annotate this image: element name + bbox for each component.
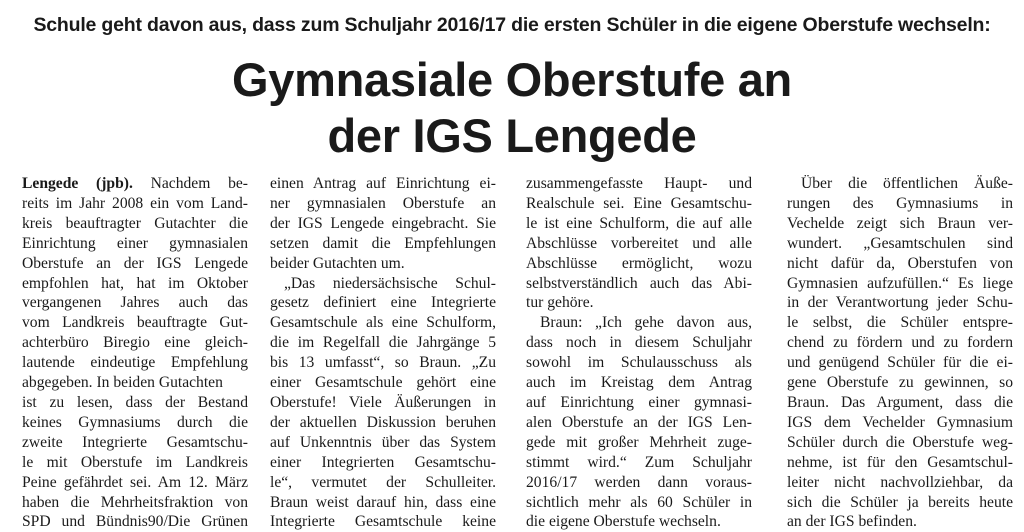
text-line: sowohl im Schulausschuss als xyxy=(526,354,752,372)
text-line: an der IGS befinden. xyxy=(787,513,917,531)
text-line: vom Landkreis beauftragte Gut- xyxy=(22,314,248,332)
text-line: auf Einrichtung einer gymnasi- xyxy=(526,393,752,411)
text-line: Schüler durch die Oberstufe weg- xyxy=(787,433,1013,451)
text-line: le ist eine Schulform, die auf alle xyxy=(526,214,752,232)
text-line: nehme, ist für den Gesamtschul- xyxy=(787,453,1013,471)
text-line: haben die Mehrheitsfraktion von xyxy=(22,493,248,511)
text-line: le“, vermutet der Schulleiter. xyxy=(270,473,496,491)
text-line: achterbüro Biregio eine gleich- xyxy=(22,334,248,352)
text-column-1 xyxy=(22,174,248,531)
text-line: setzen damit die Empfehlungen xyxy=(270,234,496,252)
text-line: die im Regelfall die Jahrgänge 5 xyxy=(270,334,496,352)
text-line: gede mit großer Mehrheit zuge- xyxy=(526,433,752,451)
text-line: der aktuellen Diskussion beruhen xyxy=(270,413,496,431)
article-headline xyxy=(0,52,1024,164)
text-line: Gesamtschule als eine Schulform, xyxy=(270,314,496,332)
headline-line-1: Gymnasiale Oberstufe an xyxy=(232,53,792,106)
text-line: selbstverständlich auch das Abi- xyxy=(526,274,752,292)
text-line: Braun weist darauf hin, dass eine xyxy=(270,493,496,511)
text-line: der IGS Lengede eingebracht. Sie xyxy=(270,214,496,232)
text-line: sich die Schüler ja bereits heute xyxy=(787,493,1013,511)
text-line: zusammengefasste Haupt- und xyxy=(526,175,752,192)
text-line: Einrichtung einer gymnasialen xyxy=(22,234,248,252)
text-line: vergangenen Jahres auch das xyxy=(22,294,248,312)
text-line: sichtlich mehr als 60 Schüler in xyxy=(526,493,752,511)
text-line: kreis beauftragter Gutachter die xyxy=(22,214,248,232)
text-line: Über die öffentlichen Äuße- xyxy=(801,175,1013,192)
text-line: Realschule sei. Eine Gesamtschu- xyxy=(526,194,752,212)
text-line: IGS dem Vechelder Gymnasium xyxy=(787,413,1013,431)
text-line: auch im Kreistag dem Antrag xyxy=(526,374,752,392)
text-line: beider Gutachten um. xyxy=(270,254,405,272)
text-line: auf Unkenntnis über das System xyxy=(270,433,496,451)
text-line: bis 13 umfasst“, so Braun. „Zu xyxy=(270,354,496,372)
text-column-4 xyxy=(787,174,1013,531)
text-line: wundert. „Gesamtschulen sind xyxy=(787,234,1013,252)
text-line: in der Verantwortung jeder Schu- xyxy=(787,294,1013,312)
text-line: keines Gymnasiums durch die xyxy=(22,413,248,431)
text-line: lautende eindeutige Empfehlung xyxy=(22,354,248,372)
text-line: Oberstufe an der IGS Lengede xyxy=(22,254,248,272)
text-line: gene Oberstufe zu gewinnen, so xyxy=(787,374,1013,392)
text-column-3 xyxy=(526,174,752,531)
text-line: Braun: „Ich gehe davon aus, xyxy=(540,314,752,332)
text-line: Integrierte Gesamtschule keine xyxy=(270,513,496,531)
text-line: gesetz definiert eine Integrierte xyxy=(270,294,496,312)
text-line: Vechelde zeigt sich Braun ver- xyxy=(787,214,1013,232)
text-line: Abschlüsse ermöglicht, wozu xyxy=(526,254,752,272)
text-line: ist zu lesen, dass der Bestand xyxy=(22,393,248,411)
text-line: Peine gefährdet sei. Am 12. März xyxy=(22,473,248,491)
text-line: leiter nicht nachvollziehbar, da xyxy=(787,473,1013,491)
text-line: Gymnasien aufzufüllen.“ Es liege xyxy=(787,274,1013,292)
article-kicker: Schule geht davon aus, dass zum Schuljahr 2016/17 die ersten Schüler in die eigene Oberstufe wechseln: xyxy=(33,14,991,36)
text-line: zweite Integrierte Gesamtschu- xyxy=(22,433,248,451)
text-line: „Das niedersächsische Schul- xyxy=(284,274,496,292)
article-body xyxy=(22,174,1013,531)
text-line: einer Gesamtschule gehört eine xyxy=(270,374,496,392)
text-line: abgegeben. In beiden Gutachten xyxy=(22,374,223,392)
text-line: Abschlüsse vorbereitet und alle xyxy=(526,234,752,252)
text-column-2 xyxy=(270,174,496,531)
text-line: chend zu fördern und zu fordern xyxy=(787,334,1013,352)
text-line: die eigene Oberstufe wechseln. xyxy=(526,513,721,531)
text-line: und genügend Schüler für die ei- xyxy=(787,354,1013,372)
text-line: alen Oberstufe an der IGS Len- xyxy=(526,413,752,431)
text-line: ner gymnasialen Oberstufe an xyxy=(270,194,496,212)
text-line: einer Integrierten Gesamtschu- xyxy=(270,453,496,471)
text-line: reits im Jahr 2008 ein vom Land- xyxy=(22,194,248,212)
dateline: Lengede (jpb). xyxy=(22,175,133,192)
text-line: le selbst, die Schüler entspre- xyxy=(787,314,1013,332)
text-line: stimmt wird.“ Zum Schuljahr xyxy=(526,453,752,471)
text-line: Oberstufe! Viele Äußerungen in xyxy=(270,393,496,411)
text-line: tur gehöre. xyxy=(526,294,594,312)
text-line: le mit Oberstufe im Landkreis xyxy=(22,453,248,471)
text-line: SPD und Bündnis90/Die Grünen xyxy=(22,513,248,531)
text-line: einen Antrag auf Einrichtung ei- xyxy=(270,175,496,192)
text-line: nicht dafür da, Oberstufen von xyxy=(787,254,1013,272)
text-line: dass noch in diesem Schuljahr xyxy=(526,334,752,352)
text-line: Braun. Das Argument, dass die xyxy=(787,393,1013,411)
text-line: empfohlen hat, hat im Oktober xyxy=(22,274,248,292)
text-line: rungen des Gymnasiums in xyxy=(787,194,1013,212)
text-line: Lengede (jpb). Nachdem be- xyxy=(22,175,248,192)
headline-line-2: der IGS Lengede xyxy=(327,109,697,162)
text-line: 2016/17 werden dann voraus- xyxy=(526,473,752,491)
